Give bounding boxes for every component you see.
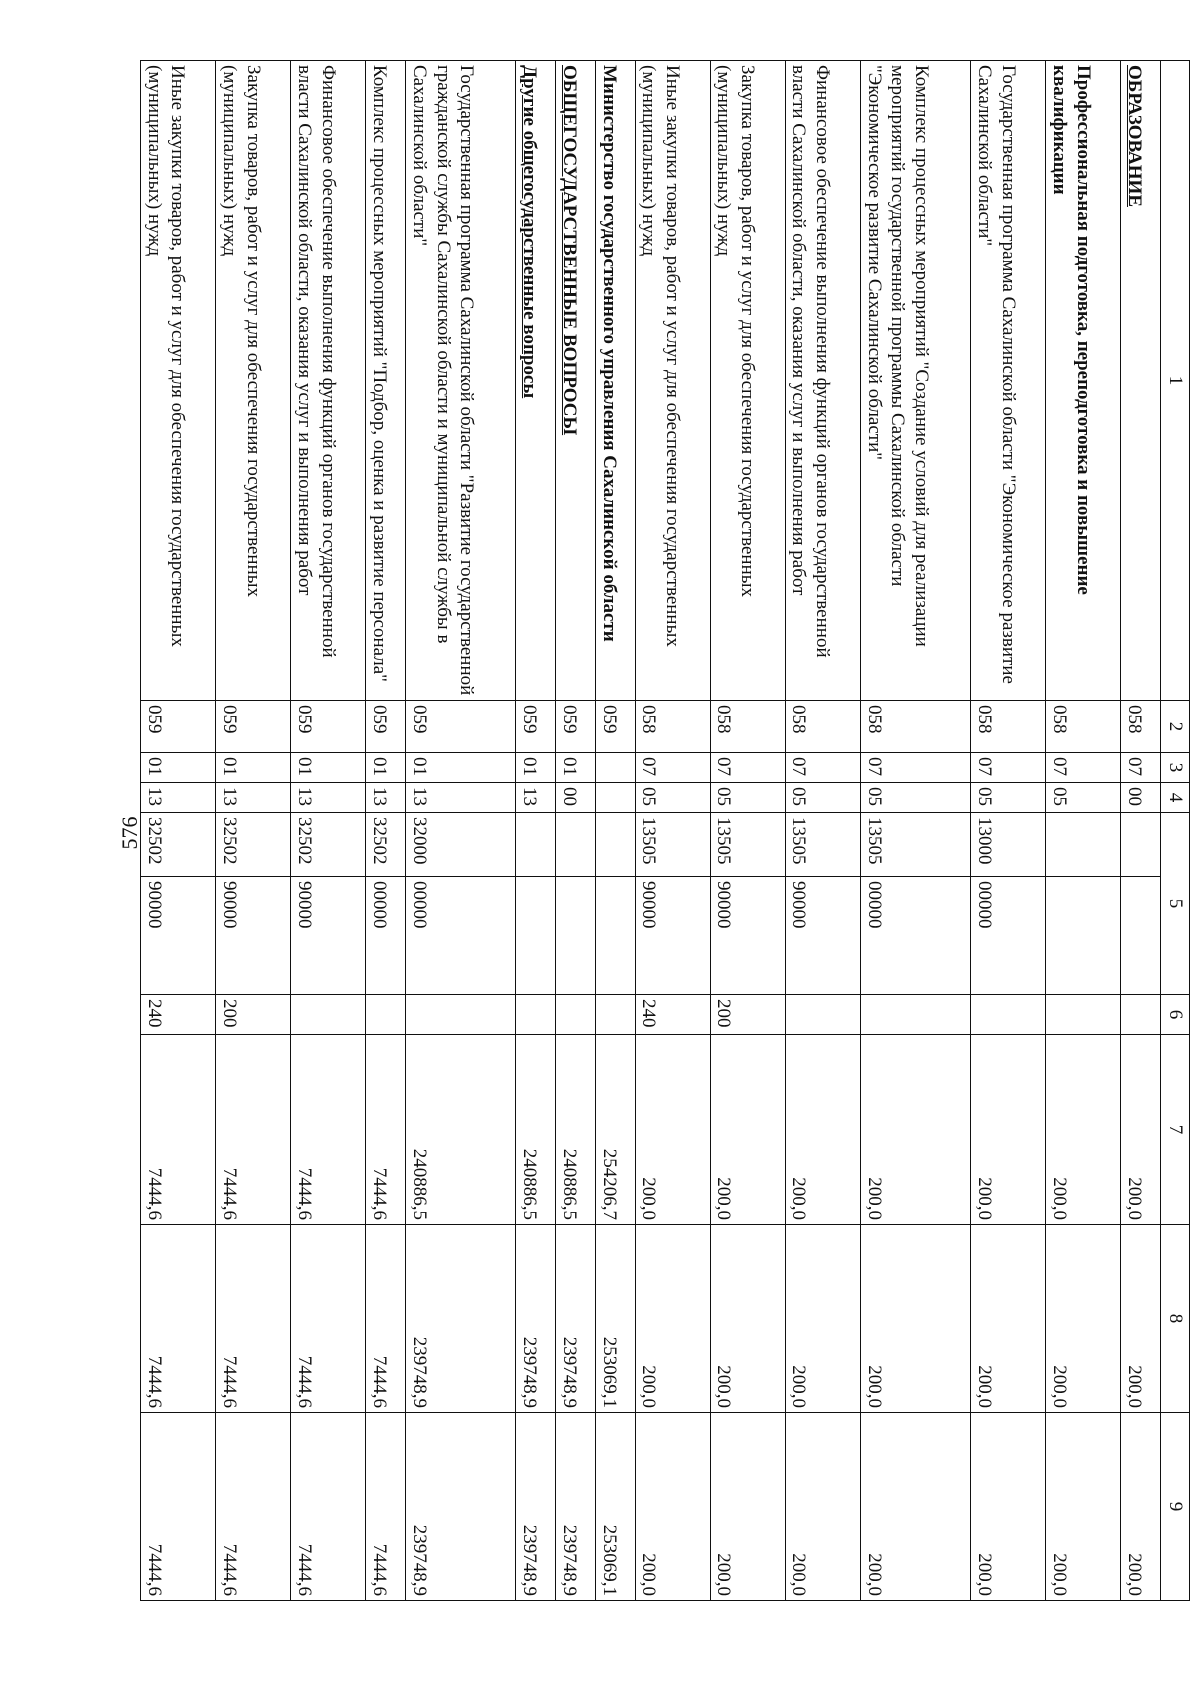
amount-col7-cell: 200,0	[785, 1035, 860, 1225]
expense-type-cell	[860, 995, 970, 1035]
direction-code-cell: 90000	[141, 877, 216, 995]
amount-col9-cell: 200,0	[785, 1413, 860, 1601]
expense-type-cell	[291, 995, 366, 1035]
subsection-code-cell: 00	[1121, 783, 1161, 813]
table-row	[710, 61, 785, 1601]
program-code-cell: 13505	[785, 813, 860, 877]
amount-col8-cell: 200,0	[1046, 1225, 1121, 1413]
column-header: 4	[1161, 783, 1190, 813]
amount-col7-cell: 7444,6	[141, 1035, 216, 1225]
expense-type-cell: 200	[710, 995, 785, 1035]
section-code-cell	[595, 753, 635, 783]
table-row	[1046, 61, 1121, 1601]
table-row	[635, 61, 710, 1601]
row-name-cell: Комплекс процессных мероприятий "Создание условий для реализации мероприятий государственной программы Сахалинской области "Экономическое развитие Сахалинской области"	[860, 61, 970, 701]
budget-table	[140, 60, 1190, 1601]
admin-code-cell: 058	[710, 701, 785, 753]
table-row	[1121, 61, 1161, 1601]
program-code-cell: 32000	[406, 813, 516, 877]
section-code-cell: 07	[635, 753, 710, 783]
subsection-code-cell: 05	[785, 783, 860, 813]
section-code-cell: 07	[710, 753, 785, 783]
amount-col7-cell: 240886,5	[556, 1035, 596, 1225]
admin-code-cell: 059	[516, 701, 556, 753]
section-code-cell: 07	[971, 753, 1046, 783]
amount-col8-cell: 200,0	[635, 1225, 710, 1413]
row-name-cell: Закупка товаров, работ и услуг для обеспечения государственных (муниципальных) нужд	[216, 61, 291, 701]
row-name-cell: Финансовое обеспечение выполнения функций органов государственной власти Сахалинской области, оказания услуг и выполнения работ	[785, 61, 860, 701]
admin-code-cell: 058	[860, 701, 970, 753]
table-row	[556, 61, 596, 1601]
amount-col9-cell: 239748,9	[516, 1413, 556, 1601]
rotated-page-content	[130, 60, 1190, 1600]
subsection-code-cell: 05	[860, 783, 970, 813]
subsection-code-cell: 13	[216, 783, 291, 813]
direction-code-cell: 00000	[406, 877, 516, 995]
column-header: 9	[1161, 1413, 1190, 1601]
page-number: 576	[117, 816, 142, 850]
table-header-row	[1161, 61, 1190, 1601]
amount-col9-cell: 7444,6	[141, 1413, 216, 1601]
amount-col7-cell: 7444,6	[366, 1035, 406, 1225]
amount-col8-cell: 239748,9	[406, 1225, 516, 1413]
subsection-code-cell: 05	[971, 783, 1046, 813]
table-row	[595, 61, 635, 1601]
row-name-cell: Закупка товаров, работ и услуг для обеспечения государственных (муниципальных) нужд	[710, 61, 785, 701]
admin-code-cell: 058	[1121, 701, 1161, 753]
column-header: 8	[1161, 1225, 1190, 1413]
expense-type-cell: 240	[635, 995, 710, 1035]
expense-type-cell	[595, 995, 635, 1035]
expense-type-cell: 240	[141, 995, 216, 1035]
section-code-cell: 01	[216, 753, 291, 783]
amount-col7-cell: 7444,6	[291, 1035, 366, 1225]
admin-code-cell: 058	[971, 701, 1046, 753]
subsection-code-cell: 05	[1046, 783, 1121, 813]
program-code-cell: 13000	[971, 813, 1046, 877]
admin-code-cell: 059	[556, 701, 596, 753]
subsection-code-cell: 13	[141, 783, 216, 813]
amount-col9-cell: 253069,1	[595, 1413, 635, 1601]
amount-col9-cell: 7444,6	[291, 1413, 366, 1601]
subsection-code-cell: 00	[556, 783, 596, 813]
table-row	[785, 61, 860, 1601]
program-code-cell	[595, 813, 635, 877]
expense-type-cell	[971, 995, 1046, 1035]
direction-code-cell: 90000	[635, 877, 710, 995]
direction-code-cell	[1046, 877, 1121, 995]
table-row	[366, 61, 406, 1601]
amount-col9-cell: 200,0	[635, 1413, 710, 1601]
expense-type-cell	[556, 995, 596, 1035]
subsection-code-cell: 13	[516, 783, 556, 813]
program-code-cell	[516, 813, 556, 877]
expense-type-cell	[1046, 995, 1121, 1035]
expense-type-cell	[406, 995, 516, 1035]
amount-col8-cell: 7444,6	[216, 1225, 291, 1413]
amount-col8-cell: 7444,6	[291, 1225, 366, 1413]
row-name-cell: Государственная программа Сахалинской области "Развитие государственной гражданской службы Сахалинской области и муниципальной службы в Сахалинской области"	[406, 61, 516, 701]
expense-type-cell	[366, 995, 406, 1035]
column-header: 3	[1161, 753, 1190, 783]
section-code-cell: 01	[516, 753, 556, 783]
amount-col9-cell: 239748,9	[556, 1413, 596, 1601]
program-code-cell: 13505	[635, 813, 710, 877]
subsection-code-cell	[595, 783, 635, 813]
row-name-cell: Финансовое обеспечение выполнения функций органов государственной власти Сахалинской области, оказания услуг и выполнения работ	[291, 61, 366, 701]
row-name-cell: ОБРАЗОВАНИЕ	[1121, 61, 1161, 701]
amount-col9-cell: 200,0	[1046, 1413, 1121, 1601]
direction-code-cell: 90000	[785, 877, 860, 995]
admin-code-cell: 059	[291, 701, 366, 753]
program-code-cell	[1121, 813, 1161, 877]
program-code-cell: 32502	[291, 813, 366, 877]
section-code-cell: 07	[1121, 753, 1161, 783]
expense-type-cell: 200	[216, 995, 291, 1035]
amount-col8-cell: 200,0	[1121, 1225, 1161, 1413]
row-name-cell: Министерство государственного управления Сахалинской области	[595, 61, 635, 701]
section-code-cell: 01	[366, 753, 406, 783]
amount-col8-cell: 200,0	[971, 1225, 1046, 1413]
amount-col7-cell: 240886,5	[516, 1035, 556, 1225]
amount-col7-cell: 200,0	[710, 1035, 785, 1225]
column-header: 7	[1161, 1035, 1190, 1225]
amount-col7-cell: 200,0	[635, 1035, 710, 1225]
expense-type-cell	[785, 995, 860, 1035]
section-code-cell: 01	[406, 753, 516, 783]
subsection-code-cell: 13	[291, 783, 366, 813]
expense-type-cell	[516, 995, 556, 1035]
amount-col7-cell: 200,0	[860, 1035, 970, 1225]
amount-col8-cell: 200,0	[785, 1225, 860, 1413]
amount-col8-cell: 239748,9	[516, 1225, 556, 1413]
amount-col7-cell: 7444,6	[216, 1035, 291, 1225]
section-code-cell: 07	[1046, 753, 1121, 783]
amount-col8-cell: 7444,6	[141, 1225, 216, 1413]
program-code-cell: 32502	[141, 813, 216, 877]
amount-col8-cell: 200,0	[710, 1225, 785, 1413]
subsection-code-cell: 05	[710, 783, 785, 813]
row-name-cell: Иные закупки товаров, работ и услуг для обеспечения государственных (муниципальных) нужд	[635, 61, 710, 701]
amount-col8-cell: 253069,1	[595, 1225, 635, 1413]
section-code-cell: 01	[141, 753, 216, 783]
column-header: 1	[1161, 61, 1190, 701]
program-code-cell: 32502	[366, 813, 406, 877]
amount-col9-cell: 7444,6	[216, 1413, 291, 1601]
direction-code-cell	[1121, 877, 1161, 995]
row-name-cell: ОБЩЕГОСУДАРСТВЕННЫЕ ВОПРОСЫ	[556, 61, 596, 701]
subsection-code-cell: 13	[406, 783, 516, 813]
amount-col9-cell: 200,0	[1121, 1413, 1161, 1601]
program-code-cell	[556, 813, 596, 877]
program-code-cell: 13505	[710, 813, 785, 877]
expense-type-cell	[1121, 995, 1161, 1035]
table-row	[971, 61, 1046, 1601]
amount-col8-cell: 7444,6	[366, 1225, 406, 1413]
row-name-cell: Государственная программа Сахалинской области "Экономическое развитие Сахалинской области"	[971, 61, 1046, 701]
admin-code-cell: 059	[366, 701, 406, 753]
direction-code-cell	[556, 877, 596, 995]
amount-col7-cell: 200,0	[1046, 1035, 1121, 1225]
direction-code-cell: 90000	[291, 877, 366, 995]
program-code-cell	[1046, 813, 1121, 877]
section-code-cell: 01	[291, 753, 366, 783]
direction-code-cell: 90000	[710, 877, 785, 995]
table-row	[291, 61, 366, 1601]
column-header: 5	[1161, 813, 1190, 995]
section-code-cell: 07	[785, 753, 860, 783]
row-name-cell: Иные закупки товаров, работ и услуг для обеспечения государственных (муниципальных) нужд	[141, 61, 216, 701]
row-name-cell: Профессиональная подготовка, переподготовка и повышение квалификации	[1046, 61, 1121, 701]
amount-col7-cell: 200,0	[1121, 1035, 1161, 1225]
direction-code-cell: 00000	[971, 877, 1046, 995]
subsection-code-cell: 05	[635, 783, 710, 813]
amount-col9-cell: 239748,9	[406, 1413, 516, 1601]
table-row	[516, 61, 556, 1601]
table-row	[216, 61, 291, 1601]
admin-code-cell: 058	[785, 701, 860, 753]
admin-code-cell: 059	[141, 701, 216, 753]
admin-code-cell: 059	[216, 701, 291, 753]
table-row	[141, 61, 216, 1601]
subsection-code-cell: 13	[366, 783, 406, 813]
column-header: 2	[1161, 701, 1190, 753]
row-name-cell: Другие общегосударственные вопросы	[516, 61, 556, 701]
row-name-cell: Комплекс процессных мероприятий "Подбор, оценка и развитие персонала"	[366, 61, 406, 701]
table-row	[406, 61, 516, 1601]
direction-code-cell	[516, 877, 556, 995]
amount-col9-cell: 7444,6	[366, 1413, 406, 1601]
table-row	[860, 61, 970, 1601]
amount-col9-cell: 200,0	[971, 1413, 1046, 1601]
program-code-cell: 13505	[860, 813, 970, 877]
amount-col9-cell: 200,0	[860, 1413, 970, 1601]
section-code-cell: 07	[860, 753, 970, 783]
amount-col9-cell: 200,0	[710, 1413, 785, 1601]
column-header: 6	[1161, 995, 1190, 1035]
direction-code-cell: 00000	[366, 877, 406, 995]
direction-code-cell	[595, 877, 635, 995]
program-code-cell: 32502	[216, 813, 291, 877]
admin-code-cell: 058	[1046, 701, 1121, 753]
direction-code-cell: 90000	[216, 877, 291, 995]
direction-code-cell: 00000	[860, 877, 970, 995]
section-code-cell: 01	[556, 753, 596, 783]
admin-code-cell: 059	[595, 701, 635, 753]
amount-col7-cell: 240886,5	[406, 1035, 516, 1225]
table-body	[141, 61, 1161, 1601]
amount-col7-cell: 254206,7	[595, 1035, 635, 1225]
admin-code-cell: 059	[406, 701, 516, 753]
amount-col8-cell: 200,0	[860, 1225, 970, 1413]
amount-col8-cell: 239748,9	[556, 1225, 596, 1413]
admin-code-cell: 058	[635, 701, 710, 753]
amount-col7-cell: 200,0	[971, 1035, 1046, 1225]
